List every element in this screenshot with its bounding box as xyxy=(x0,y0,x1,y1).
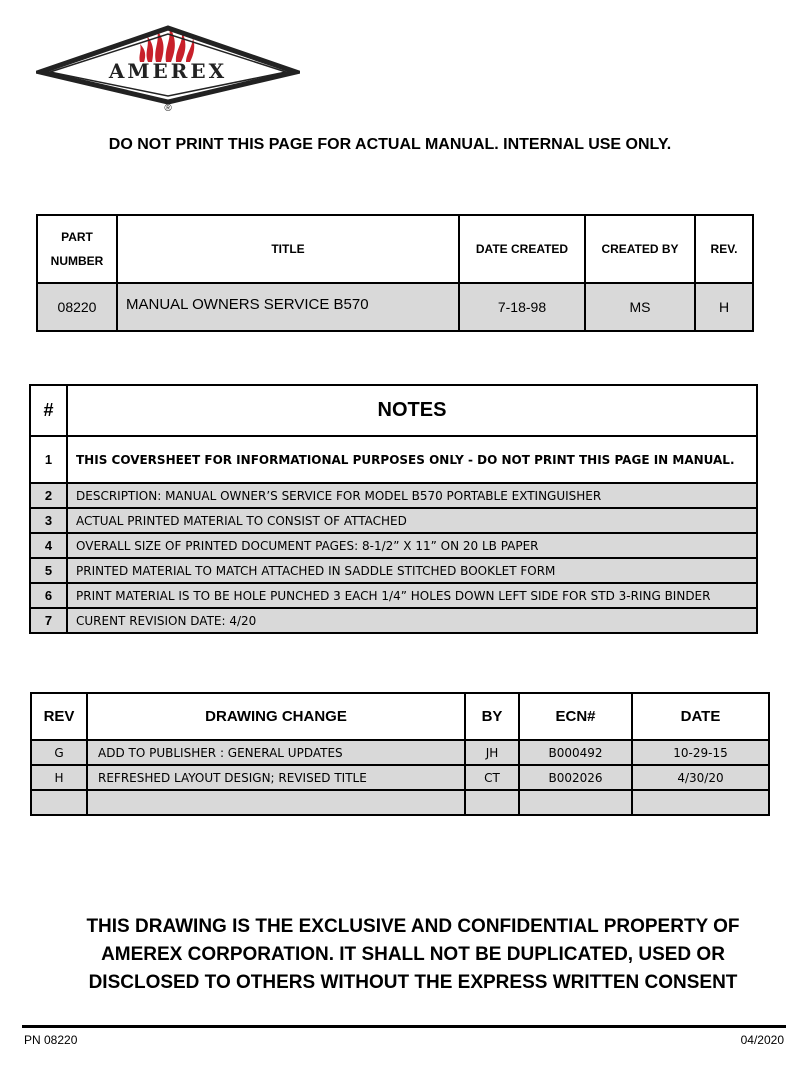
revision-by: JH xyxy=(465,740,519,765)
revision-ecn: B002026 xyxy=(519,765,632,790)
title-value: MANUAL OWNERS SERVICE B570 xyxy=(117,283,459,331)
notes-header: NOTES xyxy=(67,385,757,436)
note-text: ACTUAL PRINTED MATERIAL TO CONSIST OF ATTACHED xyxy=(67,508,757,533)
rev-header-change: DRAWING CHANGE xyxy=(87,693,465,740)
revision-rev: G xyxy=(31,740,87,765)
revision-date: 4/30/20 xyxy=(632,765,769,790)
note-number: 6 xyxy=(30,583,67,608)
svg-text:®: ® xyxy=(164,103,172,114)
header-date-created: DATE CREATED xyxy=(459,215,585,283)
date-created-value: 7-18-98 xyxy=(459,283,585,331)
rev-value: H xyxy=(695,283,753,331)
part-info-table xyxy=(36,214,754,332)
note-text: OVERALL SIZE OF PRINTED DOCUMENT PAGES: 8-1/2” X 11” ON 20 LB PAPER xyxy=(67,533,757,558)
revision-row xyxy=(31,765,769,790)
logo-wordmark: AMEREX xyxy=(108,59,228,83)
note-text: THIS COVERSHEET FOR INFORMATIONAL PURPOSES ONLY - DO NOT PRINT THIS PAGE IN MANUAL. xyxy=(67,436,757,483)
footer-rule xyxy=(22,1025,786,1028)
created-by-value: MS xyxy=(585,283,695,331)
note-number: 3 xyxy=(30,508,67,533)
note-number: 2 xyxy=(30,483,67,508)
header-part-number: PART NUMBER xyxy=(37,215,117,283)
revision-change: ADD TO PUBLISHER : GENERAL UPDATES xyxy=(87,740,465,765)
note-number: 7 xyxy=(30,608,67,633)
footer-part-number: PN 08220 xyxy=(24,1033,78,1047)
note-number: 5 xyxy=(30,558,67,583)
part-number-value: 08220 xyxy=(37,283,117,331)
note-row xyxy=(30,483,757,508)
note-row xyxy=(30,533,757,558)
flame-icon xyxy=(139,26,194,62)
note-row xyxy=(30,436,757,483)
notes-hash-header: # xyxy=(30,385,67,436)
revision-rev: H xyxy=(31,765,87,790)
revision-row-empty xyxy=(31,790,769,815)
rev-header-date: DATE xyxy=(632,693,769,740)
rev-header-ecn: ECN# xyxy=(519,693,632,740)
revision-table xyxy=(30,692,770,816)
revision-change: REFRESHED LAYOUT DESIGN; REVISED TITLE xyxy=(87,765,465,790)
notes-table xyxy=(29,384,758,634)
revision-ecn: B000492 xyxy=(519,740,632,765)
note-text: PRINT MATERIAL IS TO BE HOLE PUNCHED 3 EACH 1/4” HOLES DOWN LEFT SIDE FOR STD 3-RING BINDER xyxy=(67,583,757,608)
note-number: 4 xyxy=(30,533,67,558)
note-number: 1 xyxy=(30,436,67,483)
confidential-line-3: DISCLOSED TO OTHERS WITHOUT THE EXPRESS WRITTEN CONSENT xyxy=(88,972,738,993)
revision-row xyxy=(31,740,769,765)
note-text: DESCRIPTION: MANUAL OWNER’S SERVICE FOR MODEL B570 PORTABLE EXTINGUISHER xyxy=(67,483,757,508)
note-row xyxy=(30,508,757,533)
note-row xyxy=(30,558,757,583)
revision-date: 10-29-15 xyxy=(632,740,769,765)
confidential-statement xyxy=(0,913,808,997)
rev-header-by: BY xyxy=(465,693,519,740)
revision-by: CT xyxy=(465,765,519,790)
footer-date: 04/2020 xyxy=(740,1033,784,1047)
header-rev: REV. xyxy=(695,215,753,283)
rev-header-rev: REV xyxy=(31,693,87,740)
note-text: CURENT REVISION DATE: 4/20 xyxy=(67,608,757,633)
note-row xyxy=(30,608,757,633)
confidential-line-2: AMEREX CORPORATION. IT SHALL NOT BE DUPLICATED, USED OR xyxy=(101,944,725,965)
note-row xyxy=(30,583,757,608)
note-text: PRINTED MATERIAL TO MATCH ATTACHED IN SADDLE STITCHED BOOKLET FORM xyxy=(67,558,757,583)
header-notice: DO NOT PRINT THIS PAGE FOR ACTUAL MANUAL. INTERNAL USE ONLY. xyxy=(108,136,672,153)
amerex-logo xyxy=(36,22,300,114)
header-title: TITLE xyxy=(117,215,459,283)
header-created-by: CREATED BY xyxy=(585,215,695,283)
confidential-line-1: THIS DRAWING IS THE EXCLUSIVE AND CONFIDENTIAL PROPERTY OF xyxy=(86,916,740,937)
